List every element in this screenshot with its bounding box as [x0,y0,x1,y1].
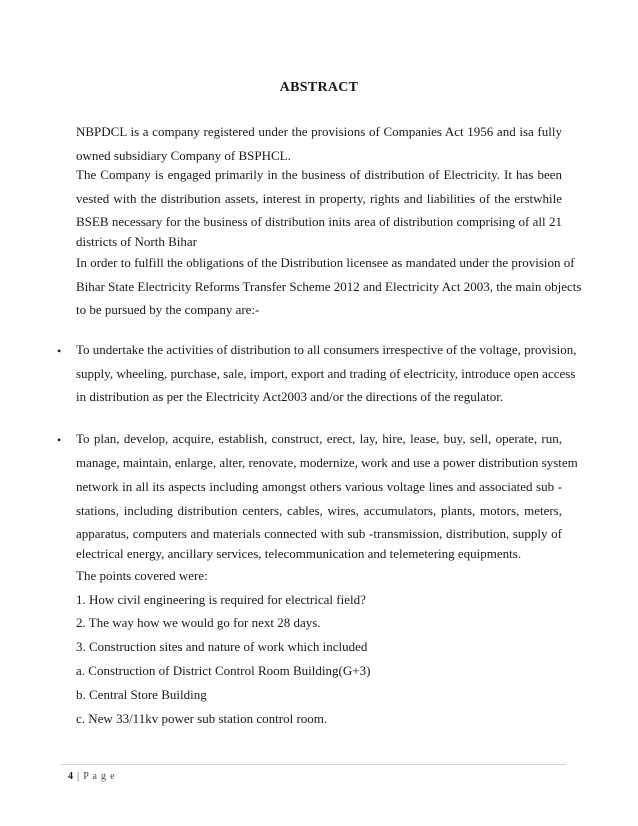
paragraph-line: vested with the distribution assets, interest in property, rights and liabilities of the erstwhile [76,191,562,206]
bullet-line: To undertake the activities of distribution to all consumers irrespective of the voltage, provision, [76,342,577,357]
points-item: c. New 33/11kv power sub station control room. [76,711,328,726]
bullet-line: electrical energy, ancillary services, telecommunication and telemetering equipments. [76,546,522,561]
page-number: 4 [68,771,74,782]
points-item: b. Central Store Building [76,687,207,702]
points-item: 2. The way how we would go for next 28 days. [76,615,321,630]
points-item: a. Construction of District Control Room Building(G+3) [76,663,371,678]
bullet-icon: • [57,433,62,447]
bullet-line: stations, including distribution centers, cables, wires, accumulators, plants, motors, meters, [76,503,562,518]
paragraph-line: NBPDCL is a company registered under the provisions of Companies Act 1956 and isa fully [76,124,562,139]
points-item: 3. Construction sites and nature of work which included [76,639,368,654]
points-item: 1. How civil engineering is required for electrical field? [76,592,366,607]
paragraph-line: districts of North Bihar [76,234,197,249]
paragraph-line: The Company is engaged primarily in the business of distribution of Electricity. It has been [76,167,562,182]
paragraph-line: owned subsidiary Company of BSPHCL. [76,148,291,163]
bullet-line: manage, maintain, enlarge, alter, renovate, modernize, work and use a power distribution system [76,455,578,470]
bullet-line: apparatus, computers and materials connected with sub -transmission, distribution, supply of [76,526,562,541]
page-label: P a g e [83,771,116,782]
bullet-line: network in all its aspects including amongst others various voltage lines and associated sub - [76,479,562,494]
footer-divider [60,764,566,765]
bullet-icon: • [57,344,62,358]
page-footer [68,771,115,783]
footer-separator: | [73,771,84,782]
document-title: ABSTRACT [279,80,359,95]
paragraph-line: Bihar State Electricity Reforms Transfer Scheme 2012 and Electricity Act 2003, the main objects [76,279,582,294]
paragraph-line: BSEB necessary for the business of distribution inits area of distribution comprising of all 21 [76,214,562,229]
points-heading: The points covered were: [76,568,208,583]
paragraph-line: to be pursued by the company are:- [76,302,260,317]
bullet-line: supply, wheeling, purchase, sale, import, export and trading of electricity, introduce open access [76,366,576,381]
bullet-line: in distribution as per the Electricity Act2003 and/or the directions of the regulator. [76,389,504,404]
bullet-line: To plan, develop, acquire, establish, construct, erect, lay, hire, lease, buy, sell, operate, run, [76,431,562,446]
paragraph-line: In order to fulfill the obligations of the Distribution licensee as mandated under the provision of [76,255,575,270]
